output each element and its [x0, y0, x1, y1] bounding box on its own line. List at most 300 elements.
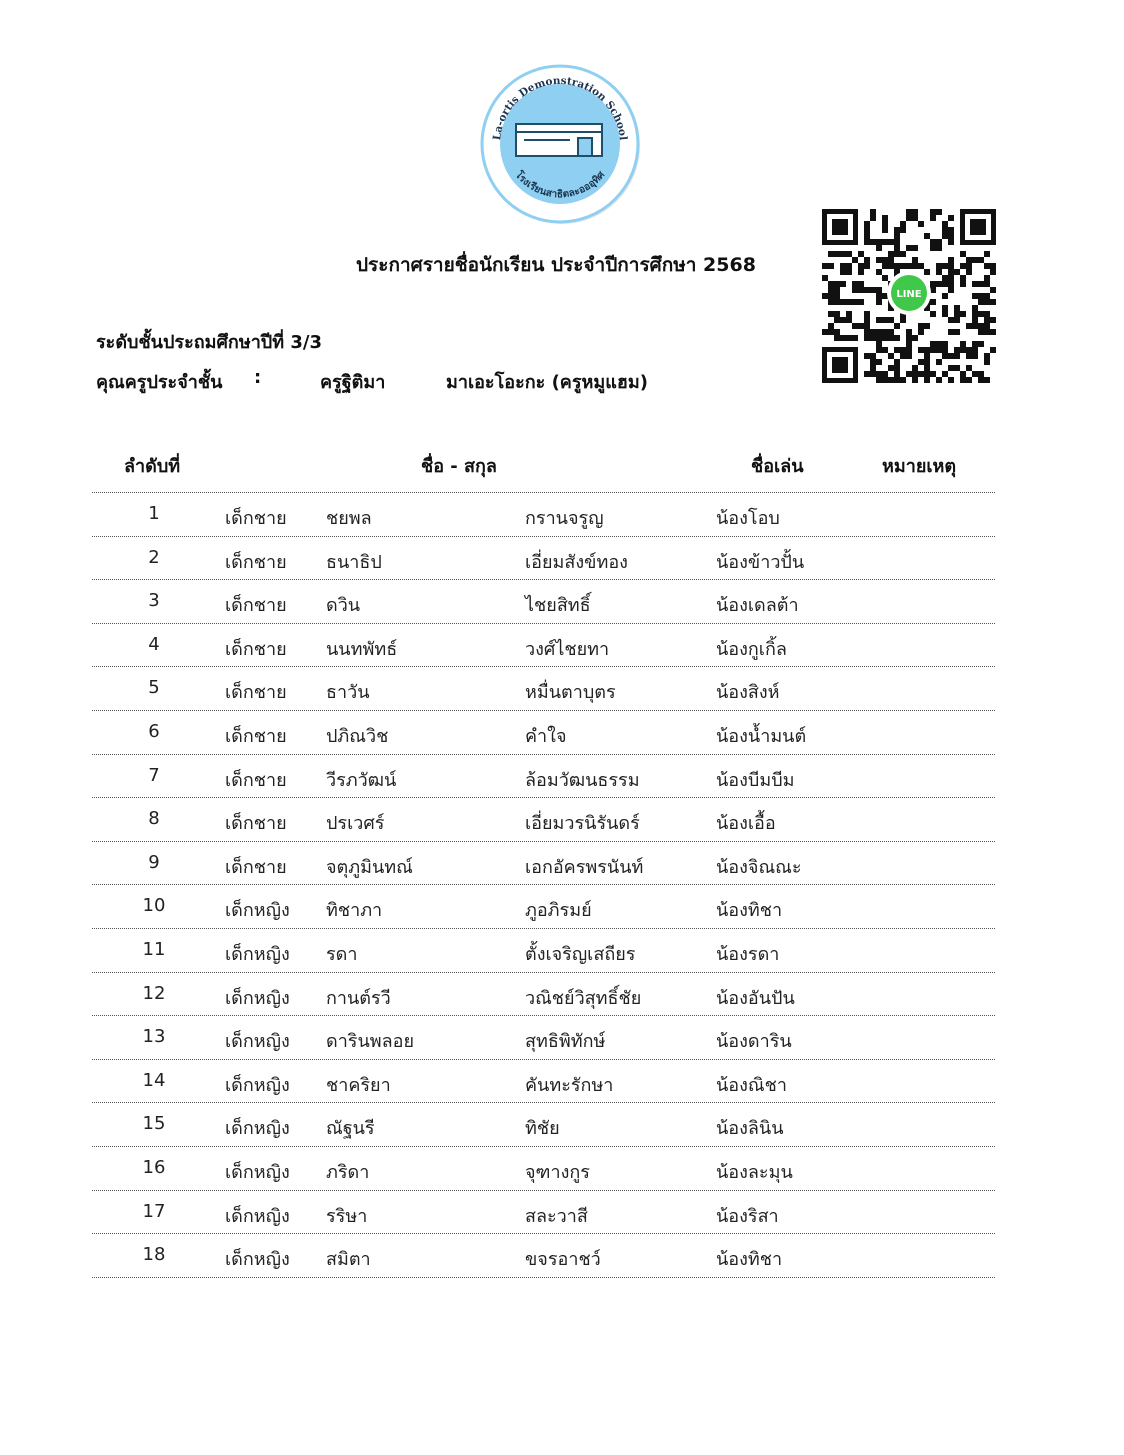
qr-module	[984, 353, 990, 359]
qr-module	[864, 329, 870, 335]
qr-module	[978, 341, 984, 347]
row-prefix: เด็กหญิง	[225, 1118, 290, 1140]
qr-module	[888, 353, 894, 359]
table-row	[92, 928, 995, 972]
qr-module	[984, 299, 990, 305]
qr-module	[984, 293, 990, 299]
table-row	[92, 797, 995, 841]
qr-module	[936, 341, 942, 347]
row-nickname: น้องน้ำมนต์	[716, 725, 807, 747]
qr-module	[834, 317, 840, 323]
qr-module	[924, 371, 930, 377]
qr-module	[834, 311, 840, 317]
qr-module	[888, 257, 894, 263]
qr-module	[990, 329, 996, 335]
qr-module	[936, 377, 942, 383]
qr-module	[846, 269, 852, 275]
qr-module	[858, 299, 864, 305]
qr-module	[990, 269, 996, 275]
qr-module	[960, 341, 966, 347]
qr-module	[912, 215, 918, 221]
qr-module	[972, 341, 978, 347]
line-label: LINE	[896, 289, 922, 300]
table-row	[92, 1190, 995, 1234]
qr-module	[858, 269, 864, 275]
row-prefix: เด็กหญิง	[225, 1074, 290, 1096]
row-last-name: เอี่ยมสังข์ทอง	[525, 551, 628, 573]
qr-module	[828, 281, 834, 287]
page-title: ประกาศรายชื่อนักเรียน ประจำปีการศึกษา 2568	[356, 254, 756, 276]
qr-module	[948, 365, 954, 371]
qr-module	[948, 353, 954, 359]
qr-module	[942, 263, 948, 269]
qr-module	[984, 377, 990, 383]
qr-module	[864, 317, 870, 323]
row-last-name: ภูอภิรมย์	[525, 900, 592, 922]
header-name: ชื่อ - สกุล	[421, 456, 497, 477]
row-first-name: ธาวัน	[326, 682, 370, 704]
row-number: 17	[142, 1200, 166, 1222]
row-prefix: เด็กชาย	[225, 595, 287, 617]
row-number: 14	[142, 1069, 166, 1091]
qr-module	[948, 281, 954, 287]
qr-module	[852, 323, 858, 329]
row-number: 8	[148, 808, 160, 830]
qr-module	[882, 317, 888, 323]
qr-module	[984, 263, 990, 269]
qr-module	[978, 257, 984, 263]
qr-module	[858, 251, 864, 257]
qr-module	[852, 335, 858, 341]
qr-module	[966, 347, 972, 353]
qr-module	[954, 329, 960, 335]
row-nickname: น้องละมุน	[716, 1161, 793, 1183]
qr-module	[930, 311, 936, 317]
qr-module	[900, 347, 906, 353]
row-nickname: น้องเดลต้า	[716, 595, 799, 617]
qr-module	[930, 239, 936, 245]
row-prefix: เด็กชาย	[225, 813, 287, 835]
row-first-name: ชาคริยา	[326, 1074, 391, 1096]
qr-module	[936, 239, 942, 245]
qr-module	[912, 371, 918, 377]
qr-module	[870, 239, 876, 245]
qr-module	[882, 221, 888, 227]
row-first-name: ทิชาภา	[326, 900, 383, 922]
row-first-name: สมิตา	[326, 1249, 371, 1271]
header-nickname: ชื่อเล่น	[751, 456, 804, 477]
qr-module	[990, 299, 996, 305]
qr-module	[834, 299, 840, 305]
row-first-name: ภริดา	[326, 1161, 370, 1183]
qr-module	[912, 365, 918, 371]
teacher-first-name: ครูฐิติมา	[320, 372, 386, 393]
row-nickname: น้องเอื้อ	[716, 813, 776, 835]
qr-module	[876, 317, 882, 323]
row-last-name: คันทะรักษา	[525, 1074, 614, 1096]
qr-module	[948, 377, 954, 383]
qr-module	[984, 323, 990, 329]
row-last-name: สละวาสี	[525, 1205, 588, 1227]
qr-module	[876, 329, 882, 335]
qr-module	[978, 281, 984, 287]
qr-module	[918, 221, 924, 227]
qr-module	[846, 335, 852, 341]
qr-module	[822, 329, 828, 335]
qr-module	[912, 335, 918, 341]
qr-module	[972, 353, 978, 359]
qr-module	[918, 371, 924, 377]
qr-module	[924, 365, 930, 371]
row-first-name: รดา	[326, 943, 358, 965]
qr-module	[882, 215, 888, 221]
row-first-name: ชยพล	[326, 508, 372, 529]
qr-module	[966, 257, 972, 263]
row-first-name: กานต์รวี	[326, 987, 391, 1009]
qr-module	[972, 293, 978, 299]
qr-module	[984, 359, 990, 365]
qr-module	[936, 347, 942, 353]
qr-module	[870, 329, 876, 335]
row-last-name: ตั้งเจริญเสถียร	[525, 943, 636, 965]
qr-module	[918, 263, 924, 269]
table-row	[92, 1102, 995, 1146]
qr-module	[870, 209, 876, 215]
qr-module	[960, 377, 966, 383]
logo-text-bottom: โรงเรียนสาธิตละอออุทิศ	[512, 169, 608, 201]
qr-module	[870, 371, 876, 377]
qr-module	[942, 341, 948, 347]
qr-module	[882, 263, 888, 269]
qr-module	[828, 251, 834, 257]
qr-module	[906, 263, 912, 269]
qr-module	[846, 311, 852, 317]
table-row	[92, 972, 995, 1016]
qr-module	[828, 287, 834, 293]
teacher-last-name: มาเอะโอะกะ (ครูหมูแฮม)	[446, 372, 648, 393]
qr-module	[882, 227, 888, 233]
qr-module	[960, 281, 966, 287]
qr-module	[876, 335, 882, 341]
teacher-label: คุณครูประจำชั้น	[96, 372, 223, 393]
qr-module	[960, 275, 966, 281]
row-nickname: น้องโอบ	[716, 508, 780, 529]
row-nickname: น้องจิณณะ	[716, 856, 802, 878]
qr-module	[870, 287, 876, 293]
row-first-name: ปรเวศร์	[326, 813, 385, 835]
qr-module	[894, 245, 900, 251]
qr-module	[960, 311, 966, 317]
qr-module	[870, 359, 876, 365]
qr-module	[936, 245, 942, 251]
qr-module	[972, 323, 978, 329]
qr-module	[888, 377, 894, 383]
qr-module	[876, 287, 882, 293]
qr-module	[900, 227, 906, 233]
qr-module	[864, 239, 870, 245]
qr-module	[876, 293, 882, 299]
qr-module	[990, 287, 996, 293]
qr-module	[906, 245, 912, 251]
row-number: 5	[148, 677, 160, 699]
row-nickname: น้องทิชา	[716, 1249, 783, 1271]
qr-module	[966, 323, 972, 329]
qr-module	[948, 233, 954, 239]
qr-module	[942, 305, 948, 311]
qr-module	[840, 281, 846, 287]
qr-module	[876, 347, 882, 353]
qr-module	[930, 281, 936, 287]
qr-module	[906, 341, 912, 347]
qr-module	[828, 323, 834, 329]
qr-module	[906, 353, 912, 359]
qr-module	[942, 281, 948, 287]
qr-module	[942, 221, 948, 227]
qr-module	[942, 311, 948, 317]
qr-module	[942, 293, 948, 299]
qr-module	[870, 335, 876, 341]
table-row	[92, 536, 995, 580]
row-prefix: เด็กหญิง	[225, 1249, 290, 1271]
qr-module	[864, 257, 870, 263]
qr-module	[978, 377, 984, 383]
qr-module	[876, 239, 882, 245]
qr-module	[912, 209, 918, 215]
qr-module	[930, 209, 936, 215]
qr-module	[864, 311, 870, 317]
qr-module	[882, 329, 888, 335]
qr-module	[876, 341, 882, 347]
qr-module	[972, 317, 978, 323]
row-number: 18	[142, 1244, 166, 1266]
row-last-name: เอี่ยมวรนิรันดร์	[525, 813, 640, 835]
qr-module	[876, 359, 882, 365]
qr-module	[912, 377, 918, 383]
qr-module	[990, 347, 996, 353]
qr-module	[882, 275, 888, 281]
qr-module	[942, 275, 948, 281]
qr-module	[906, 215, 912, 221]
row-prefix: เด็กชาย	[225, 508, 287, 529]
row-first-name: วีรภวัฒน์	[326, 769, 397, 791]
qr-module	[900, 377, 906, 383]
row-number: 16	[142, 1156, 166, 1178]
row-number: 13	[142, 1026, 166, 1048]
row-last-name: ทิชัย	[525, 1118, 560, 1140]
qr-module	[846, 317, 852, 323]
qr-module	[912, 245, 918, 251]
qr-module	[948, 227, 954, 233]
qr-code-icon[interactable]	[820, 207, 998, 385]
row-number: 7	[148, 764, 160, 786]
qr-module	[900, 251, 906, 257]
qr-module	[906, 329, 912, 335]
qr-module	[858, 287, 864, 293]
qr-module	[864, 371, 870, 377]
qr-module	[984, 311, 990, 317]
qr-module	[960, 347, 966, 353]
row-number: 12	[142, 982, 166, 1004]
qr-module	[948, 329, 954, 335]
qr-module	[876, 257, 882, 263]
row-last-name: วงศ์ไชยทา	[525, 638, 610, 660]
qr-module	[984, 317, 990, 323]
row-nickname: น้องดาริน	[716, 1031, 792, 1053]
row-prefix: เด็กชาย	[225, 638, 287, 660]
row-last-name: เอกอัครพรนันท์	[525, 856, 644, 878]
qr-module	[846, 299, 852, 305]
row-nickname: น้องณิชา	[716, 1074, 787, 1096]
table-row	[92, 1233, 995, 1278]
qr-module	[888, 329, 894, 335]
qr-module	[834, 335, 840, 341]
school-building-icon	[516, 124, 602, 156]
table-row	[92, 841, 995, 885]
qr-module	[864, 287, 870, 293]
qr-module	[846, 263, 852, 269]
qr-module	[828, 293, 834, 299]
qr-module	[918, 329, 924, 335]
row-first-name: จตุภูมินทณ์	[326, 856, 413, 878]
qr-module	[840, 251, 846, 257]
qr-module	[882, 377, 888, 383]
qr-module	[834, 293, 840, 299]
qr-module	[876, 269, 882, 275]
qr-module	[852, 299, 858, 305]
qr-module	[864, 323, 870, 329]
qr-module	[948, 257, 954, 263]
qr-module	[864, 263, 870, 269]
qr-module	[984, 251, 990, 257]
qr-module	[882, 335, 888, 341]
qr-module	[882, 371, 888, 377]
row-number: 2	[148, 546, 160, 568]
qr-module	[966, 269, 972, 275]
qr-module	[936, 281, 942, 287]
qr-module	[966, 263, 972, 269]
row-prefix: เด็กหญิง	[225, 943, 290, 965]
qr-module	[852, 281, 858, 287]
row-nickname: น้องอันปัน	[716, 987, 795, 1009]
row-first-name: รริษา	[326, 1205, 368, 1227]
row-first-name: ดวิน	[326, 595, 361, 617]
qr-module	[966, 353, 972, 359]
qr-module	[882, 347, 888, 353]
qr-module	[882, 257, 888, 263]
row-last-name: หมื่นตาบุตร	[525, 682, 616, 704]
qr-module	[828, 311, 834, 317]
row-last-name: ขจรอาชว์	[525, 1249, 601, 1271]
row-number: 4	[148, 633, 160, 655]
row-number: 9	[148, 851, 160, 873]
qr-module	[978, 293, 984, 299]
class-level: ระดับชั้นประถมศึกษาปีที่ 3/3	[96, 332, 322, 353]
row-last-name: วณิชย์วิสุทธิ์ชัย	[525, 987, 642, 1009]
qr-module	[894, 323, 900, 329]
row-nickname: น้องทิชา	[716, 900, 783, 922]
qr-module	[918, 359, 924, 365]
row-last-name: จุฑางกูร	[525, 1161, 590, 1183]
qr-module	[894, 251, 900, 257]
qr-module	[864, 233, 870, 239]
qr-module	[858, 263, 864, 269]
qr-module	[888, 317, 894, 323]
header-note: หมายเหตุ	[882, 456, 957, 477]
qr-module	[894, 263, 900, 269]
qr-module	[906, 347, 912, 353]
qr-module	[948, 215, 954, 221]
qr-module	[990, 263, 996, 269]
qr-module	[978, 371, 984, 377]
table-row	[92, 1059, 995, 1103]
qr-module	[960, 251, 966, 257]
qr-module	[972, 257, 978, 263]
row-last-name: กรานจรูญ	[525, 508, 604, 529]
table-row	[92, 666, 995, 710]
qr-module	[900, 221, 906, 227]
row-nickname: น้องรดา	[716, 943, 780, 965]
qr-module	[828, 263, 834, 269]
qr-module	[948, 317, 954, 323]
qr-module	[864, 353, 870, 359]
table-row	[92, 492, 995, 536]
qr-module	[972, 281, 978, 287]
qr-module	[984, 275, 990, 281]
qr-module	[942, 233, 948, 239]
qr-module	[924, 233, 930, 239]
qr-module	[888, 335, 894, 341]
qr-module	[894, 359, 900, 365]
teacher-colon: :	[254, 367, 262, 388]
qr-module	[894, 377, 900, 383]
qr-module	[936, 269, 942, 275]
qr-module	[954, 317, 960, 323]
row-last-name: สุทธิพิทักษ์	[525, 1031, 606, 1053]
row-first-name: ณัฐนรี	[326, 1118, 375, 1140]
qr-module	[840, 299, 846, 305]
qr-module	[828, 299, 834, 305]
row-prefix: เด็กหญิง	[225, 1161, 290, 1183]
logo-text-top: La-ortis Demonstration School	[491, 74, 629, 141]
qr-module	[840, 263, 846, 269]
qr-module	[852, 287, 858, 293]
row-prefix: เด็กหญิง	[225, 987, 290, 1009]
qr-module	[882, 239, 888, 245]
qr-module	[954, 311, 960, 317]
qr-module	[924, 353, 930, 359]
qr-module	[840, 269, 846, 275]
qr-module	[966, 365, 972, 371]
qr-module	[954, 353, 960, 359]
qr-module	[894, 365, 900, 371]
qr-module	[834, 287, 840, 293]
qr-module	[888, 365, 894, 371]
qr-module	[876, 371, 882, 377]
qr-module	[912, 257, 918, 263]
qr-module	[948, 263, 954, 269]
line-badge	[887, 271, 931, 315]
qr-module	[864, 335, 870, 341]
table-row	[92, 884, 995, 928]
qr-module	[924, 323, 930, 329]
qr-module	[876, 245, 882, 251]
qr-module	[930, 341, 936, 347]
qr-module	[930, 347, 936, 353]
qr-module	[942, 371, 948, 377]
qr-module	[846, 251, 852, 257]
row-prefix: เด็กชาย	[225, 551, 287, 573]
qr-module	[888, 239, 894, 245]
